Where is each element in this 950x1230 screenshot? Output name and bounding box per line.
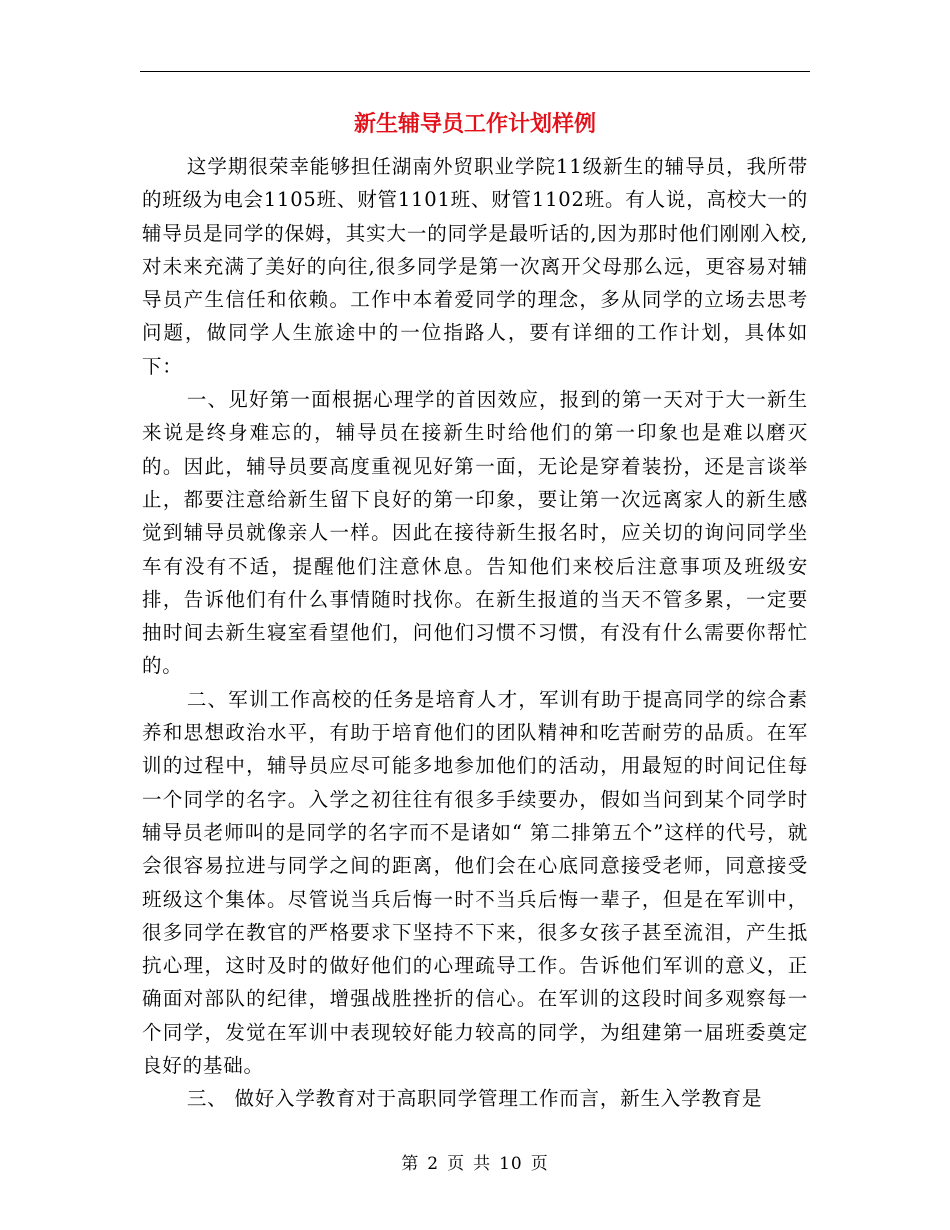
footer-page-word: 页 [447, 1154, 466, 1174]
page-footer [0, 1152, 950, 1176]
footer-prefix: 第 [401, 1154, 420, 1174]
footer-total-word: 共 [473, 1154, 492, 1174]
section-1-paragraph: 一、见好第一面根据心理学的首因效应，报到的第一天对于大一新生来说是终身难忘的，辅导员在接新生时给他们的第一印象也是难以磨灭的。因此，辅导员要高度重视见好第一面，无论是穿着装扮，还是言谈举止，都要注意给新生留下良好的第一印象，要让第一次远离家人的新生感觉到辅导员就像亲人一样。因此在接待新生报名时，应关切的询问同学坐车有没有不适，提醒他们注意休息。告知他们来校后注意事项及班级安排，告诉他们有什么事情随时找你。在新生报道的当天不管多累，一定要抽时间去新生寝室看望他们，问他们习惯不习惯，有没有什么需要你帮忙的。 [142, 388, 808, 678]
footer-current-page: 2 [427, 1154, 440, 1174]
footer-suffix: 页 [530, 1154, 549, 1174]
section-3-paragraph: 三、 做好入学教育对于高职同学管理工作而言，新生入学教育是 [186, 1087, 763, 1111]
intro-paragraph: 这学期很荣幸能够担任湖南外贸职业学院11级新生的辅导员，我所带的班级为电会1105班、财管1101班、财管1102班。有人说，高校大一的辅导员是同学的保姆，其实大一的同学是最听话的,因为那时他们刚刚入校,对未来充满了美好的向往,很多同学是第一次离开父母那么远，更容易对辅导员产生信任和依赖。工作中本着爱同学的理念，多从同学的立场去思考问题，做同学人生旅途中的一位指路人，要有详细的工作计划，具体如下： [142, 155, 808, 378]
footer-total-pages: 10 [499, 1154, 523, 1174]
section-2-paragraph: 二、军训工作高校的任务是培育人才，军训有助于提高同学的综合素养和思想政治水平，有助于培育他们的团队精神和吃苦耐劳的品质。在军训的过程中，辅导员应尽可能多地参加他们的活动，用最短的时间记住每一个同学的名字。入学之初往往有很多手续要办，假如当问到某个同学时辅导员老师叫的是同学的名字而不是诸如“ 第二排第五个”这样的代号，就会很容易拉进与同学之间的距离，他们会在心底同意接受老师，同意接受班级这个集体。尽管说当兵后悔一时不当兵后悔一辈子，但是在军训中，很多同学在教官的严格要求下坚持不下来，很多女孩子甚至流泪，产生抵抗心理，这时及时的做好他们的心理疏导工作。告诉他们军训的意义，正确面对部队的纪律，增强战胜挫折的信心。在军训的这段时间多观察每一个同学，发觉在军训中表现较好能力较高的同学，为组建第一届班委奠定良好的基础。 [142, 687, 808, 1078]
document-title: 新生辅导员工作计划样例 [353, 112, 596, 137]
header-rule [140, 71, 810, 72]
document-body [142, 150, 808, 1116]
